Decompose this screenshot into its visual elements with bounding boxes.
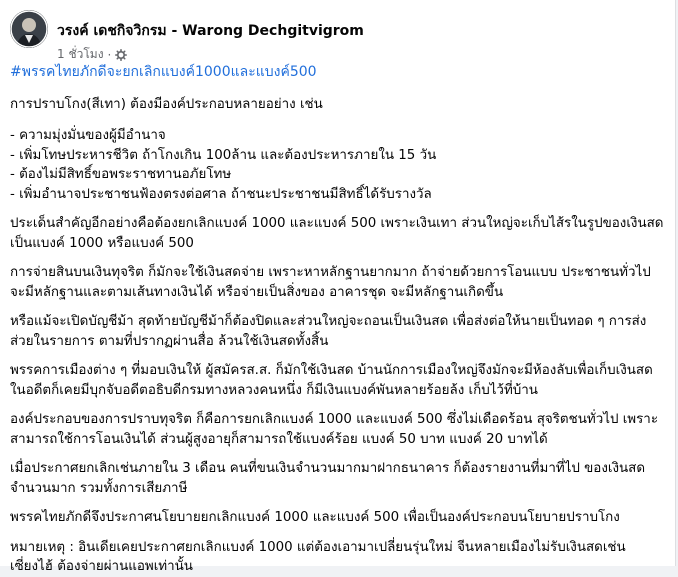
post-body (10, 63, 666, 577)
avatar[interactable] (10, 10, 48, 48)
post-intro: การปราบโกง(สีเทา) ต้องมีองค์ประกอบหลายอย่าง เช่น (10, 96, 323, 112)
list-item: - เพิ่มโทษประหารชีวิต ถ้าโกงเกิน 100ล้าน และต้องประหารภายใน 15 วัน (10, 147, 437, 163)
post-paragraph: องค์ประกอบของการปราบทุจริต ก็คือการยกเลิกแบงค์ 1000 และแบงค์ 500 ซึ่งไม่เดือดร้อน สุจริตชนทั่วไป เพราะสามารถใช้การโอนเงินได้ ส่วนผู้สูงอายุก็สามารถใช้แบงค์ร้อย แบงค์ 50 บาท แบงค์ 20 บาทได้ (10, 412, 659, 447)
list-item: - เพิ่มอำนาจประชาชนฟ้องตรงต่อศาล ถ้าชนะประชาชนมีสิทธิ์ได้รับรางวัล (10, 186, 432, 202)
post-paragraph: พรรคไทยภักดีจึงประกาศนโยบายยกเลิกแบงค์ 1000 และแบงค์ 500 เพื่อเป็นองค์ประกอบนโยบายปราบโกง (10, 510, 620, 525)
post-paragraph: การจ่ายสินบนเงินทุจริต ก็มักจะใช้เงินสดจ่าย เพราะหาหลักฐานยากมาก ถ้าจ่ายด้วยการโอนแบบ ประชาชนทั่วไป จะมีหลักฐานและตามเส้นทางเงินได้ หรือจ่ายเป็นสิ่งของ อาคารชุด จะมีหลักฐานเกิดขึ้น (10, 265, 651, 300)
post-meta (57, 45, 127, 64)
list-item: - ต้องไม่มีสิทธิ์ขอพระราชทานอภัยโทษ (10, 167, 232, 182)
post-paragraph: หรือแม้จะเปิดบัญชีม้า สุดท้ายบัญชีม้าก็ต้องปิดและส่วนใหญ่จะถอนเป็นเงินสด เพื่อส่งต่อให้นายเป็นทอด ๆ การส่งส่วยในรายการ ตามที่ปรากฏผ่านสื่อ ล้วนใช้เงินสดทั้งสิ้น (10, 314, 647, 349)
separator-dot: · (107, 47, 112, 62)
hashtag-link[interactable]: #พรรคไทยภักดีจะยกเลิกแบงค์1000และแบงค์500 (10, 64, 317, 80)
bullet-list (10, 126, 666, 204)
post-paragraph: เมื่อประกาศยกเลิกเช่นภายใน 3 เดือน คนที่ขนเงินจำนวนมากมาฝากธนาคาร ก็ต้องรายงานที่มาที่ไป ของเงินสดจำนวนมาก รวมทั้งการเสียภาษี (10, 461, 646, 496)
author-name[interactable]: วรงค์ เดชกิจวิกรม - Warong Dechgitvigrom (57, 23, 364, 39)
avatar-image (10, 10, 48, 48)
post-paragraph: หมายเหตุ : อินเดียเคยประกาศยกเลิกแบงค์ 1000 แต่ต้องเอามาเปลี่ยนรุ่นใหม่ จีนหลายเมืองไม่รับเงินสดเช่นเซี่ยงไฮ้ ต้องจ่ายผ่านแอพเท่านั้น (10, 539, 626, 574)
post-paragraph: ประเด็นสำคัญอีกอย่างคือต้องยกเลิกแบงค์ 1000 และแบงค์ 500 เพราะเงินเทา ส่วนใหญ่จะเก็บไส้รในรูปของเงินสด เป็นแบงค์ 1000 หรือแบงค์ 500 (10, 216, 664, 251)
list-item: - ความมุ่งมั่นของผู้มีอำนาจ (10, 128, 166, 143)
gear-icon[interactable] (115, 49, 127, 61)
post-timestamp[interactable]: 1 ชั่วโมง (57, 47, 104, 61)
post-paragraph: พรรคการเมืองต่าง ๆ ที่มอบเงินให้ ผู้สมัครส.ส. ก็มักใช้เงินสด บ้านนักการเมืองใหญ่จึงมักจะมีห้องลับเพื่อเก็บเงินสด ในอดีตก็เคยมีบุกจับอดีตอธิบดีกรมทางหลวงคนหนึ่ง ก็มีเงินแบงค์พันหลายร้อยล้ง เก็บไว้ที่บ้าน (10, 363, 653, 398)
